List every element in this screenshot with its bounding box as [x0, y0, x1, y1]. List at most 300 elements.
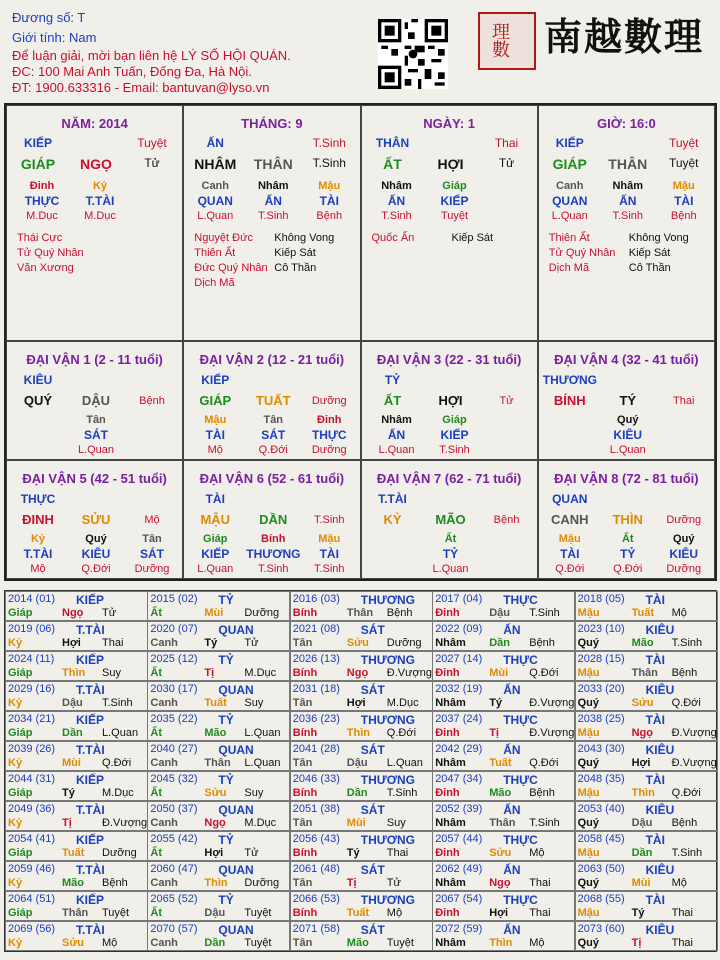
dai-van-6[interactable] [183, 460, 360, 579]
hidden-ten-god: KIẾP [440, 194, 469, 208]
year-branch: Dần [62, 727, 83, 739]
year-cell[interactable] [290, 921, 433, 951]
year-branch: Tị [204, 667, 215, 679]
year-branch: Thân [62, 907, 89, 919]
year-phase: Tử [386, 877, 401, 889]
year-cell[interactable] [147, 681, 290, 711]
star-left: Tử Quý Nhân [548, 247, 616, 259]
year-branch: Mùi [62, 757, 81, 769]
hidden-phase: L.Quan [551, 210, 588, 222]
star-right: Kiếp Sát [274, 247, 316, 259]
dai-van-hidden-stem: Mậu [204, 414, 227, 426]
year-label: 2062 (49) [435, 863, 483, 875]
year-cell[interactable] [575, 711, 718, 741]
hidden-ten-god: ẤN [264, 194, 282, 208]
dai-van-hidden-god: SÁT [140, 547, 164, 561]
year-cell[interactable] [147, 891, 290, 921]
year-stem: Canh [150, 937, 178, 949]
year-label: 2057 (44) [435, 833, 483, 845]
year-stem: Kỷ [8, 877, 23, 889]
year-cell[interactable] [290, 891, 433, 921]
year-cell[interactable] [575, 651, 718, 681]
star-left: Thiên Ất [194, 247, 236, 259]
year-stem: Quý [577, 637, 599, 649]
dai-van-hidden-god: TÀI [319, 547, 339, 561]
year-label: 2030 (17) [150, 683, 198, 695]
year-cell[interactable] [432, 891, 575, 921]
owner-value: T [77, 10, 86, 25]
year-cell[interactable] [5, 771, 148, 801]
year-ten-god: T.TÀI [76, 743, 105, 757]
year-label: 2054 (41) [8, 833, 56, 845]
year-ten-god: SÁT [360, 863, 385, 877]
year-ten-god: THƯƠNG [360, 773, 415, 787]
year-ten-god: THỰC [503, 653, 538, 667]
year-label: 2052 (39) [435, 803, 483, 815]
year-phase: Bệnh [671, 667, 698, 679]
year-stem: Canh [150, 697, 178, 709]
year-cell[interactable] [5, 861, 148, 891]
year-phase: Thai [529, 877, 551, 889]
year-cell[interactable] [5, 591, 148, 621]
year-phase: Thai [671, 907, 693, 919]
dai-van-2[interactable] [183, 341, 360, 460]
year-phase: Mộ [671, 877, 687, 889]
year-phase: Tử [244, 637, 259, 649]
year-ten-god: KIẾP [76, 713, 105, 727]
year-label: 2047 (34) [435, 773, 483, 785]
year-stem: Canh [150, 637, 178, 649]
year-label: 2072 (59) [435, 923, 483, 935]
year-stem: Mậu [577, 667, 600, 679]
year-branch: Tuất [489, 757, 512, 769]
hidden-ten-god: TÀI [319, 194, 339, 208]
year-branch: Mão [62, 877, 84, 889]
year-cell[interactable] [147, 591, 290, 621]
dai-van-hidden-phase: L.Quan [197, 563, 234, 575]
year-ten-god: ẤN [503, 743, 521, 757]
dai-van-hidden-god: TÀI [560, 547, 580, 561]
year-stem: Bính [292, 727, 318, 739]
dai-van-phase: Tử [499, 395, 514, 407]
dai-van-ten-god: TÀI [205, 492, 225, 506]
dai-van-branch: TÝ [619, 393, 637, 408]
year-stem: Đinh [435, 727, 460, 739]
dai-van-hidden-stem: Tân [86, 414, 106, 426]
dai-van-hidden-god: THỰC [311, 428, 347, 442]
year-ten-god: SÁT [360, 623, 385, 637]
year-phase: T.Sinh [671, 637, 703, 649]
year-cell[interactable] [5, 711, 148, 741]
dai-van-title: ĐẠI VẬN 7 (62 - 71 tuổi) [376, 471, 522, 486]
year-branch: Dần [204, 937, 226, 949]
year-stem: Ất [150, 907, 162, 919]
dai-van-stem: ẤT [383, 393, 402, 408]
dai-van-hidden-god: SÁT [84, 428, 108, 442]
year-ten-god: TÀI [645, 833, 665, 847]
year-phase: Tử [102, 607, 117, 619]
year-cell[interactable] [575, 591, 718, 621]
year-cell[interactable] [575, 681, 718, 711]
year-label: 2042 (29) [435, 743, 483, 755]
hidden-ten-god: QUAN [552, 194, 588, 208]
year-stem: Đinh [435, 787, 460, 799]
dai-van-4[interactable] [538, 341, 715, 460]
year-cell[interactable] [5, 891, 148, 921]
year-cell[interactable] [432, 711, 575, 741]
dai-van-phase: Thai [673, 395, 695, 407]
year-cell[interactable] [432, 861, 575, 891]
year-ten-god: TỶ [218, 593, 234, 607]
gender-label: Giới tính: [12, 30, 66, 45]
year-cell[interactable] [432, 771, 575, 801]
dai-van-title: ĐẠI VẬN 1 (2 - 11 tuổi) [26, 352, 163, 367]
year-cell[interactable] [147, 711, 290, 741]
year-branch: Thìn [631, 787, 655, 799]
year-cell[interactable] [432, 681, 575, 711]
year-ten-god: TỶ [218, 713, 234, 727]
dai-van-phase: Dưỡng [666, 514, 702, 526]
dai-van-hidden-stem: Mậu [558, 533, 581, 545]
year-branch: Thìn [62, 667, 86, 679]
pillar-2[interactable] [183, 105, 360, 341]
year-branch: Tý [204, 637, 218, 649]
year-stem: Quý [577, 697, 599, 709]
year-branch: Mùi [346, 817, 366, 829]
star-left: Thái Cực [17, 232, 63, 244]
heavenly-stem: GIÁP [552, 156, 587, 172]
year-stem: Nhâm [435, 697, 466, 709]
dai-van-hidden-phase: Dưỡng [311, 444, 347, 456]
year-ten-god: SÁT [360, 923, 385, 937]
year-phase: Dưỡng [386, 637, 422, 649]
dai-van-1[interactable] [6, 341, 183, 460]
dai-van-8[interactable] [538, 460, 715, 579]
year-ten-god: KIẾP [76, 653, 105, 667]
year-phase: Tuyệt [386, 937, 414, 949]
year-cell[interactable] [575, 771, 718, 801]
dai-van-hidden-stem: Giáp [203, 533, 228, 545]
dai-van-hidden-phase: L.Quan [609, 444, 646, 456]
year-cell[interactable] [432, 621, 575, 651]
year-phase: L.Quan [244, 757, 281, 769]
year-label: 2015 (02) [150, 593, 198, 605]
phase-top: Thai [494, 136, 519, 150]
year-phase: Q.Đới [529, 757, 559, 769]
year-ten-god: TÀI [645, 773, 665, 787]
year-stem: Đinh [435, 907, 460, 919]
year-label: 2068 (55) [577, 893, 625, 905]
year-cell[interactable] [290, 741, 433, 771]
dai-van-branch: DẦN [259, 512, 288, 527]
year-branch: Tuất [62, 847, 85, 859]
year-cell[interactable] [5, 921, 148, 951]
year-ten-god: THƯƠNG [360, 593, 415, 607]
dai-van-hidden-god: SÁT [261, 428, 286, 442]
year-cell[interactable] [147, 651, 290, 681]
year-ten-god: T.TÀI [76, 803, 105, 817]
year-ten-god: KIÊU [645, 863, 675, 877]
heavenly-stem: GIÁP [20, 156, 56, 172]
year-cell[interactable] [290, 861, 433, 891]
year-cell[interactable] [290, 831, 433, 861]
year-cell[interactable] [432, 801, 575, 831]
year-cell[interactable] [432, 831, 575, 861]
year-stem: Ất [150, 847, 162, 859]
gender-value: Nam [68, 30, 97, 45]
year-branch: Ngọ [62, 607, 84, 619]
year-label: 2048 (35) [577, 773, 625, 785]
year-cell[interactable] [5, 651, 148, 681]
year-cell[interactable] [5, 831, 148, 861]
dai-van-hidden-stem: Giáp [442, 414, 467, 426]
year-ten-god: KIÊU [645, 803, 675, 817]
hidden-phase: T.Sinh [257, 210, 289, 222]
gender-line [12, 30, 96, 45]
year-ten-god: TÀI [645, 653, 665, 667]
year-phase: Bệnh [529, 637, 555, 649]
year-ten-god: ẤN [503, 623, 521, 637]
year-stem: Đinh [435, 847, 460, 859]
year-ten-god: THƯƠNG [360, 893, 415, 907]
phase-top: Tuyệt [137, 136, 167, 150]
year-branch: Sửu [62, 937, 85, 949]
pillar-title: NĂM: 2014 [61, 116, 128, 131]
star-left: Văn Xương [17, 262, 74, 274]
year-stem: Kỷ [8, 697, 23, 709]
year-branch: Hợi [62, 637, 81, 649]
year-stem: Bính [292, 787, 318, 799]
year-cell[interactable] [290, 711, 433, 741]
year-stem: Nhâm [435, 757, 466, 769]
year-phase: Thai [102, 637, 124, 649]
hidden-phase: T.Sinh [381, 210, 412, 222]
pillar-1[interactable] [6, 105, 183, 341]
year-label: 2051 (38) [292, 803, 340, 815]
year-stem: Kỷ [8, 817, 23, 829]
year-cell[interactable] [290, 681, 433, 711]
year-stem: Mậu [577, 607, 600, 619]
year-branch: Tý [631, 907, 645, 919]
year-label: 2014 (01) [8, 593, 56, 605]
year-phase: Bệnh [529, 787, 555, 799]
year-ten-god: ẤN [503, 803, 521, 817]
year-cell[interactable] [575, 801, 718, 831]
year-ten-god: TỶ [218, 653, 234, 667]
year-label: 2046 (33) [292, 773, 340, 785]
star-left: Quốc Ấn [371, 232, 415, 244]
year-stem: Giáp [8, 727, 33, 739]
year-cell[interactable] [5, 801, 148, 831]
year-cell[interactable] [147, 771, 290, 801]
year-ten-god: QUAN [218, 923, 254, 937]
dai-van-hidden-phase: Mộ [207, 444, 223, 456]
star-right: Cô Thần [628, 262, 671, 274]
year-cell[interactable] [147, 801, 290, 831]
year-cell[interactable] [575, 741, 718, 771]
hidden-stem: Canh [556, 180, 584, 192]
year-branch: Dậu [631, 817, 653, 829]
dai-van-stem: QUÝ [23, 393, 53, 408]
dai-van-hidden-phase: Q.Đới [555, 563, 585, 575]
earthly-branch: THÂN [608, 156, 648, 172]
phase-branch: Tuyệt [668, 156, 699, 170]
contact-invite: Để luận giải, mời bạn liên hệ LÝ SỐ HỘI QUÁN. [12, 48, 291, 63]
year-ten-god: KIÊU [645, 623, 675, 637]
year-cell[interactable] [147, 921, 290, 951]
year-phase: Suy [102, 667, 121, 679]
year-cell[interactable] [147, 741, 290, 771]
dai-van-title: ĐẠI VẬN 8 (72 - 81 tuổi) [554, 471, 699, 486]
year-label: 2049 (36) [8, 803, 56, 815]
year-ten-god: QUAN [218, 863, 254, 877]
year-phase: Mộ [102, 937, 118, 949]
dai-van-ten-god: T.TÀI [378, 492, 407, 506]
year-cell[interactable] [432, 651, 575, 681]
year-phase: T.Sinh [671, 847, 703, 859]
year-cell[interactable] [147, 831, 290, 861]
year-stem: Bính [292, 847, 318, 859]
year-stem: Nhâm [435, 937, 466, 949]
dai-van-branch: MÃO [435, 512, 466, 527]
year-label: 2050 (37) [150, 803, 198, 815]
dai-van-5[interactable] [6, 460, 183, 579]
hidden-ten-god: THỰC [24, 194, 60, 208]
year-ten-god: TÀI [645, 593, 665, 607]
year-phase: Suy [244, 697, 264, 709]
year-branch: Hợi [346, 697, 366, 709]
year-branch: Dần [346, 787, 368, 799]
pillar-4[interactable] [538, 105, 715, 341]
year-cell[interactable] [290, 801, 433, 831]
year-ten-god: THỰC [503, 833, 538, 847]
year-stem: Nhâm [435, 817, 466, 829]
star-left: Dịch Mã [548, 262, 590, 274]
contact-phone-email: ĐT: 1900.633316 - Email: bantuvan@lyso.vn [12, 80, 270, 95]
year-cell[interactable] [290, 621, 433, 651]
dai-van-3[interactable] [361, 341, 538, 460]
year-stem: Giáp [8, 787, 33, 799]
year-cell[interactable] [432, 921, 575, 951]
star-right: Kiếp Sát [451, 232, 494, 244]
dai-van-ten-god: KIẾP [201, 373, 230, 387]
year-label: 2016 (03) [292, 593, 340, 605]
year-label: 2036 (23) [292, 713, 340, 725]
year-phase: Mộ [386, 907, 403, 919]
year-cell[interactable] [147, 621, 290, 651]
year-branch: Thìn [489, 937, 513, 949]
year-cell[interactable] [575, 861, 718, 891]
dai-van-hidden-stem: Ất [444, 533, 457, 545]
year-cell[interactable] [575, 921, 718, 951]
year-ten-god: QUAN [218, 803, 254, 817]
year-branch: Tuất [204, 697, 227, 709]
year-cell[interactable] [290, 651, 433, 681]
year-branch: Hợi [204, 847, 224, 859]
dai-van-hidden-god: KIÊU [613, 428, 643, 442]
dai-van-hidden-phase: Q.Đới [613, 563, 643, 575]
year-cell[interactable] [575, 891, 718, 921]
year-stem: Mậu [577, 847, 600, 859]
year-cell[interactable] [432, 741, 575, 771]
year-cell[interactable] [5, 621, 148, 651]
year-branch: Tý [489, 697, 503, 709]
year-branch: Tị [62, 817, 72, 829]
dai-van-stem: KỶ [383, 512, 402, 527]
year-ten-god: THƯƠNG [360, 653, 415, 667]
year-cell[interactable] [5, 681, 148, 711]
earthly-branch: THÂN [253, 156, 293, 172]
ten-god-stem: KIẾP [555, 136, 584, 150]
seal-stamp [478, 12, 536, 70]
year-label: 2041 (28) [292, 743, 340, 755]
year-phase: Đ.Vượng [529, 697, 575, 709]
year-branch: Thìn [204, 877, 228, 889]
year-branch: Mão [489, 787, 512, 799]
year-label: 2073 (60) [577, 923, 625, 935]
year-ten-god: TÀI [645, 713, 665, 727]
dai-van-hidden-phase: Q.Đới [81, 563, 111, 575]
year-ten-god: TÀI [645, 893, 665, 907]
year-cell[interactable] [432, 591, 575, 621]
owner-label: Đương số: [12, 10, 75, 25]
year-phase: Bệnh [102, 877, 128, 889]
dai-van-hidden-god: THƯƠNG [246, 547, 301, 561]
year-cell[interactable] [575, 621, 718, 651]
year-phase: M.Dục [386, 697, 419, 709]
year-stem: Mậu [577, 907, 600, 919]
year-ten-god: SÁT [360, 683, 385, 697]
year-label: 2058 (45) [577, 833, 625, 845]
dai-van-hidden-stem: Quý [673, 533, 695, 545]
hidden-phase: Tuyệt [440, 210, 469, 222]
year-label: 2034 (21) [8, 713, 56, 725]
hidden-phase: M.Dục [26, 210, 58, 222]
dai-van-hidden-stem: Quý [617, 414, 639, 426]
year-cell[interactable] [147, 861, 290, 891]
year-phase: T.Sinh [529, 817, 560, 829]
year-branch: Dần [489, 637, 510, 649]
year-cell[interactable] [290, 591, 433, 621]
qr-code-icon[interactable] [378, 18, 448, 90]
pillar-3[interactable] [361, 105, 538, 341]
year-branch: Dần [631, 847, 653, 859]
year-cell[interactable] [290, 771, 433, 801]
year-label: 2063 (50) [577, 863, 625, 875]
dai-van-stem: BÍNH [553, 393, 586, 408]
year-ten-god: T.TÀI [76, 863, 105, 877]
year-stem: Giáp [8, 607, 33, 619]
dai-van-phase: Mộ [144, 514, 160, 526]
dai-van-7[interactable] [361, 460, 538, 579]
hidden-phase: M.Dục [84, 210, 116, 222]
year-label: 2019 (06) [8, 623, 56, 635]
year-branch: Sửu [631, 697, 654, 709]
dai-van-title: ĐẠI VẬN 3 (22 - 31 tuổi) [376, 352, 522, 367]
dai-van-stem: CANH [550, 512, 589, 527]
hidden-stem: Đinh [29, 180, 55, 192]
year-cell[interactable] [575, 831, 718, 861]
dai-van-hidden-phase: L.Quan [378, 444, 415, 456]
hidden-phase: T.Sinh [612, 210, 644, 222]
dai-van-hidden-stem: Ất [621, 533, 634, 545]
year-ten-god: T.TÀI [76, 923, 105, 937]
year-phase: Đ.Vượng [671, 757, 717, 769]
ten-god-stem: KIẾP [23, 136, 52, 150]
year-cell[interactable] [5, 741, 148, 771]
phase-branch: Tử [144, 156, 160, 170]
year-branch: Ngọ [346, 667, 369, 679]
